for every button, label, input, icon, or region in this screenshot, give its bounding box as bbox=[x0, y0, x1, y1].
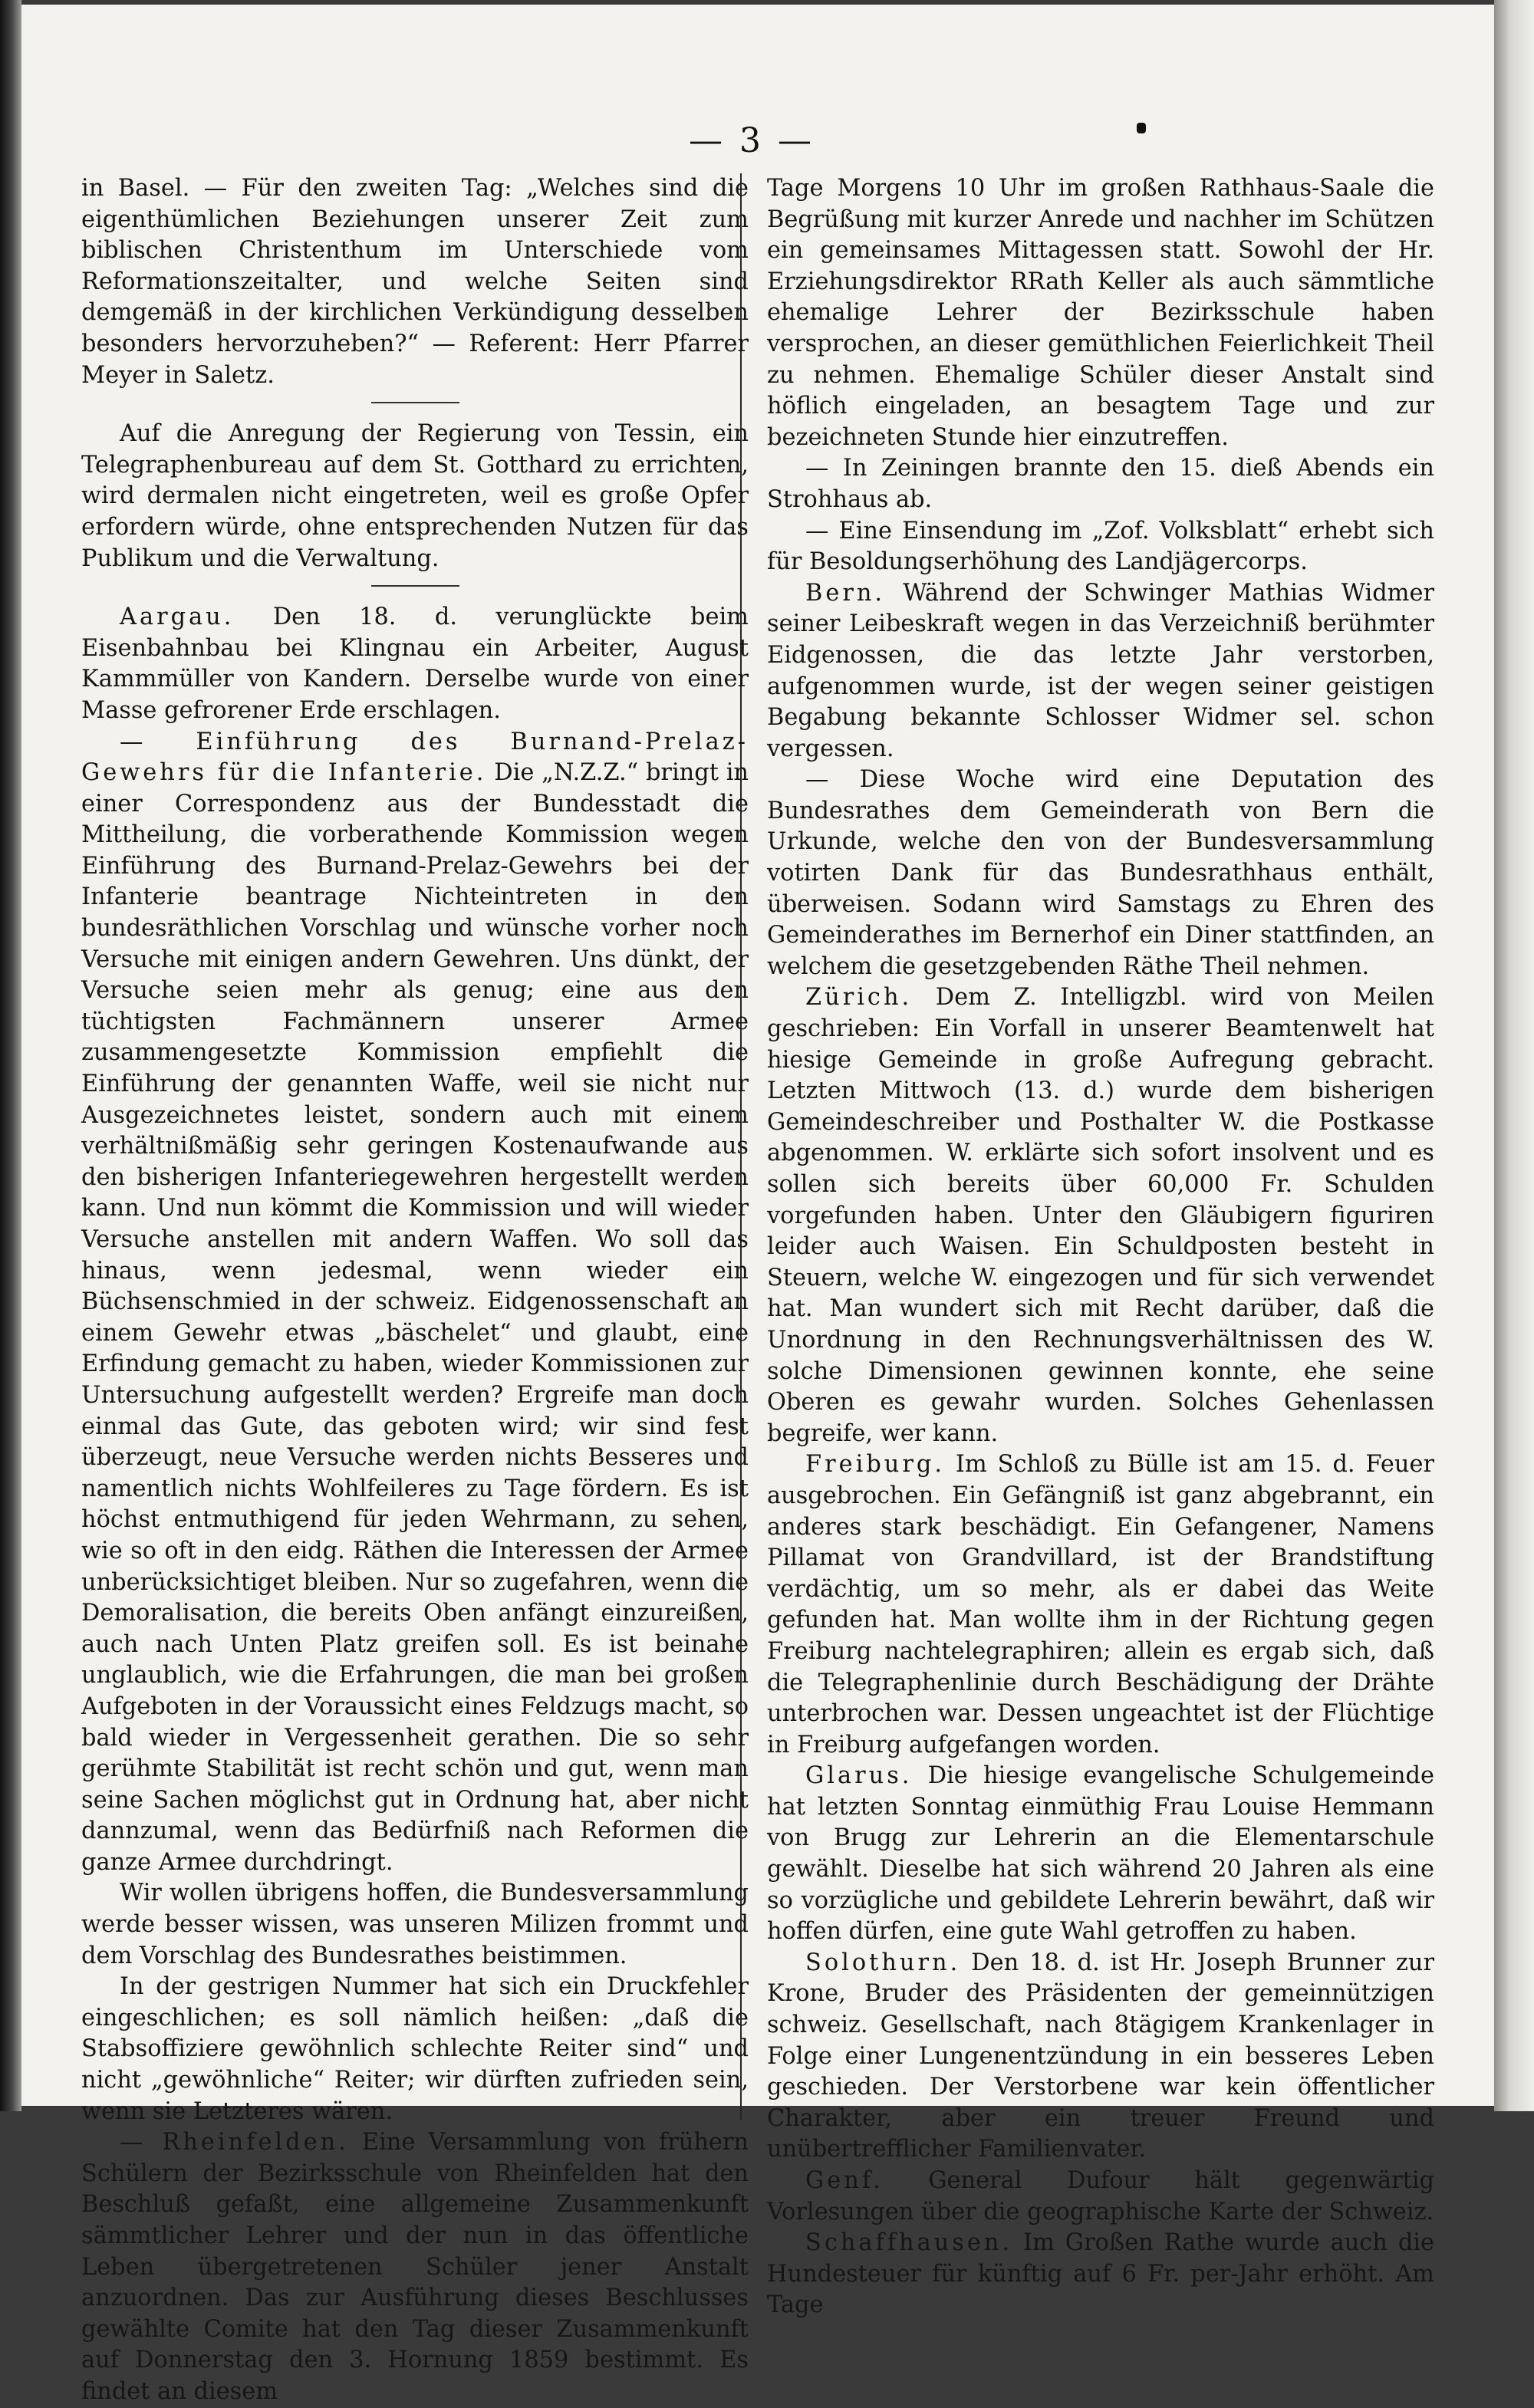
paragraph-druckfehler: In der gestrigen Nummer hat sich ein Druckfehler eingeschlichen; es soll nämlich heißen: „daß die Stabsoffiziere gewöhnlich schlechte Reiter sind“ und nicht „gewöhnliche“ Reiter; wir dürften zufrieden sein, wenn sie Letzteres wären. bbox=[81, 1973, 749, 2125]
paragraph-glarus-text: Die hiesige evangelische Schulgemeinde hat letzten Sonntag einmüthig Frau Louise Hemmann von Brugg zur Lehrerin an die Elementarschule gewählt. Dieselbe hat sich während 20 Jahren als eine so vorzügliche und gebildete Lehrerin bewährt, daß wir hoffen dürfen, eine gute Wahl getroffen zu haben. bbox=[767, 1762, 1434, 1946]
paragraph-aargau-text: Den 18. d. verunglückte beim Eisenbahnbau bei Klingnau ein Arbeiter, August Kammmüller von Kandern. Derselbe wurde von einer Masse gefrorener Erde erschlagen. bbox=[81, 604, 749, 724]
paragraph-genf-text: General Dufour hält gegenwärtig Vorlesungen über die geographische Karte der Schweiz. bbox=[767, 2167, 1434, 2225]
paragraph-bern-text: Während der Schwinger Mathias Widmer seiner Leibeskraft wegen in das Verzeichniß berühmter Eidgenossen, die das letzte Jahr verstorben, aufgenommen wurde, ist der wegen seiner geistigen Begabung bekannte Schlosser Widmer sel. schon vergessen. bbox=[767, 579, 1434, 762]
paragraph-zeiningen: — In Zeiningen brannte den 15. dieß Abends ein Strohhaus ab. bbox=[767, 455, 1434, 513]
paragraph-aargau bbox=[81, 602, 749, 726]
paragraph-volksblatt: — Eine Einsendung im „Zof. Volksblatt“ erhebt sich für Besoldungserhöhung des Landjägercorps. bbox=[767, 517, 1434, 576]
page-edge bbox=[1494, 0, 1534, 2111]
page-number: — 3 — bbox=[689, 121, 815, 160]
paragraph-solothurn bbox=[767, 1948, 1434, 2166]
place-heading-schaffhausen: Schaffhausen. bbox=[805, 2229, 1013, 2257]
paragraph-schaffhausen bbox=[767, 2228, 1434, 2321]
right-column bbox=[767, 173, 1434, 2321]
place-heading-aargau: Aargau. bbox=[120, 604, 235, 631]
paragraph-freiburg-text: Im Schloß zu Bülle ist am 15. d. Feuer ausgebrochen. Ein Gefängniß ist ganz abgebrannt, ein anderes stark beschädigt. Ein Gefangener, Namens Pillamat von Grandvillard, ist der Brandstiftung verdächtig, um so mehr, als er dabei das Weite gefunden hat. Man wollte ihm in der Richtung gegen Freiburg nachtelegraphiren; allein es ergab sich, daß die Telegraphenlinie durch Beschädigung der Drähte unterbrochen war. Dessen ungeachtet ist der Flüchtige in Freiburg aufgefangen worden. bbox=[767, 1451, 1434, 1758]
section-separator bbox=[371, 585, 459, 587]
paragraph-burnand-text: Die „N.Z.Z.“ bringt in einer Correspondenz aus der Bundesstadt die Mittheilung, die vorberathende Kommission wegen Einführung des Burnand-Prelaz-Gewehrs bei der Infanterie beantrage Nichteintreten in den bundesräthlichen Vorschlag und wünsche vorher noch Versuche mit einigen andern Gewehren. Uns dünkt, der Versuche seien mehr als genug; eine aus den tüchtigsten Fachmännern unserer Armee zusammengesetzte Kommission empfiehlt die Einführung der genannten Waffe, weil sie nicht nur Ausgezeichnetes leistet, sondern auch mit einem verhältnißmäßig sehr geringen Kostenaufwande aus den bisherigen Infanteriegewehren hergestellt werden kann. Und nun kömmt die Kommission und will wieder Versuche anstellen mit andern Waffen. Wo soll das hinaus, wenn jedesmal, wenn wieder ein Büchsenschmied in der schweiz. Eidgenossenschaft an einem Gewehr etwas „bäschelet“ und glaubt, eine Erfindung gemacht zu haben, wieder Kommissionen zur Untersuchung aufgestellt werden? Ergreife man doch einmal das Gute, das geboten wird; wir sind fest überzeugt, neue Versuche werden nichts Besseres und namentlich nichts Wohlfeileres zu Tage fördern. Es ist höchst entmuthigend für jeden Wehrmann, zu sehen, wie so oft in den eidg. Räthen die Interessen der Armee unberücksichtiget bleiben. Nur so zugefahren, wenn die Demoralisation, die bereits Oben anfängt einzureißen, auch nach Unten Platz greifen soll. Es ist beinahe unglaublich, wie die Erfahrungen, die man bei großen Aufgeboten in der Voraussicht eines Feldzugs macht, so bald wieder in Vergessenheit gerathen. Die so sehr gerühmte Stabilität ist recht schön und gut, wenn man seine Sachen möglichst gut in Ordnung hat, aber nicht dannzumal, wenn das Bedürfniß nach Reformen die ganze Armee durchdringt. bbox=[81, 759, 749, 1876]
paragraph-rheinfelden-cont: Tage Morgens 10 Uhr im großen Rathhaus-Saale die Begrüßung mit kurzer Anrede und nachher im Schützen ein gemeinsames Mittagessen statt. Sowohl der Hr. Erziehungsdirektor RRath Keller als auch sämmtliche ehemalige Lehrer der Bezirksschule haben versprochen, an dieser gemüthlichen Feierlichkeit Theil zu nehmen. Ehemalige Schüler dieser Anstalt sind höflich eingeladen, an besagtem Tage und zur bezeichneten Stunde hier einzutreffen. bbox=[767, 175, 1434, 451]
place-heading-genf: Genf. bbox=[805, 2167, 884, 2194]
paragraph-schaffhausen-text: Im Großen Rathe wurde auch die Hundesteuer für künftig auf 6 Fr. per-Jahr erhöht. Am Tage bbox=[767, 2229, 1434, 2319]
paragraph-bundesversammlung: Wir wollen übrigens hoffen, die Bundesversammlung werde besser wissen, was unseren Milizen frommt und dem Vorschlag des Bundesrathes beistimmen. bbox=[81, 1880, 749, 1969]
paragraph-burnand-gewehr bbox=[81, 727, 749, 1879]
place-heading-solothurn: Solothurn. bbox=[805, 1949, 961, 1976]
paragraph-freiburg bbox=[767, 1449, 1434, 1761]
heading-burnand-gewehr: — Einführung des Burnand-Prelaz-Gewehrs für die Infanterie. bbox=[81, 728, 749, 787]
paragraph-genf bbox=[767, 2166, 1434, 2228]
paragraph-glarus bbox=[767, 1761, 1434, 1948]
paragraph-tessin-telegraph: Auf die Anregung der Regierung von Tessin, ein Telegraphenbureau auf dem St. Gotthard zu errichten, wird dermalen nicht eingetreten, weil es große Opfer erfordern würde, ohne entsprechenden Nutzen für das Publikum und die Verwaltung. bbox=[81, 420, 749, 572]
paragraph-solothurn-text: Den 18. d. ist Hr. Joseph Brunner zur Krone, Bruder des Präsidenten der gemeinnützigen schweiz. Gesellschaft, nach 8tägigem Krankenlager in Folge einer Lungenentzündung in ein besseres Leben geschieden. Der Verstorbene war kein öffentlicher Charakter, aber ein treuer Freund und unübertrefflicher Familienvater. bbox=[767, 1949, 1434, 2163]
paragraph-zuerich bbox=[767, 982, 1434, 1449]
place-heading-bern: Bern. bbox=[805, 579, 886, 607]
paragraph-bern bbox=[767, 578, 1434, 765]
section-separator bbox=[371, 402, 459, 403]
left-column bbox=[81, 173, 749, 2408]
paragraph-bundesrath-deputation: — Diese Woche wird eine Deputation des Bundesrathes dem Gemeinderath von Bern die Urkunde, welche den von der Bundesversammlung votirten Dank für das Bundesrathhaus enthält, überweisen. Sodann wird Samstags zu Ehren des Gemeinderathes im Bernerhof ein Diner stattfinden, an welchem die gesetzgebenden Räthe Theil nehmen. bbox=[767, 766, 1434, 980]
paragraph-rheinfelden bbox=[81, 2127, 749, 2407]
place-heading-glarus: Glarus. bbox=[805, 1762, 913, 1790]
paragraph-zuerich-text: Dem Z. Intelligzbl. wird von Meilen geschrieben: Ein Vorfall in unserer Beamtenwelt hat hiesige Gemeinde in große Aufregung gebracht. Letzten Mittwoch (13. d.) wurde dem bisherigen Gemeindeschreiber und Posthalter W. die Postkasse abgenommen. W. erklärte sich sofort insolvent und es sollen sich bereits über 60,000 Fr. Schulden vorgefunden haben. Unter den Gläubigern figuriren leider auch Waisen. Ein Schuldposten besteht in Steuern, welche W. eingezogen und für sich verwendet hat. Man wundert sich mit Recht darüber, daß die Unordnung in den Rechnungsverhältnissen des W. solche Dimensionen gewinnen konnte, ehe seine Oberen es gewahr wurden. Solches Gehenlassen begreife, wer kann. bbox=[767, 984, 1434, 1447]
place-heading-rheinfelden: — Rheinfelden. bbox=[120, 2129, 349, 2156]
paragraph-basel-conference: in Basel. — Für den zweiten Tag: „Welches sind die eigenthümlichen Beziehungen unserer Zeit zum biblischen Christenthum im Unterschiede vom Reformationszeitalter, und welche Seiten sind demgemäß in der kirchlichen Verkündigung desselben besonders hervorzuheben?“ — Referent: Herr Pfarrer Meyer in Saletz. bbox=[81, 175, 749, 389]
place-heading-freiburg: Freiburg. bbox=[805, 1451, 945, 1479]
paragraph-rheinfelden-text: Eine Versammlung von frühern Schülern der Bezirksschule von Rheinfelden hat den Beschluß gefaßt, eine allgemeine Zusammenkunft sämmtlicher Lehrer und der nun in das öffentliche Leben übergetretenen Schüler jener Anstalt anzuordnen. Das zur Ausführung dieses Beschlusses gewählte Comite hat den Tag dieser Zusammenkunft auf Donnerstag den 3. Hornung 1859 bestimmt. Es findet an diesem bbox=[81, 2129, 749, 2405]
place-heading-zuerich: Zürich. bbox=[805, 984, 913, 1012]
page-binding-shadow bbox=[0, 0, 21, 2111]
ink-mark bbox=[1137, 123, 1146, 133]
